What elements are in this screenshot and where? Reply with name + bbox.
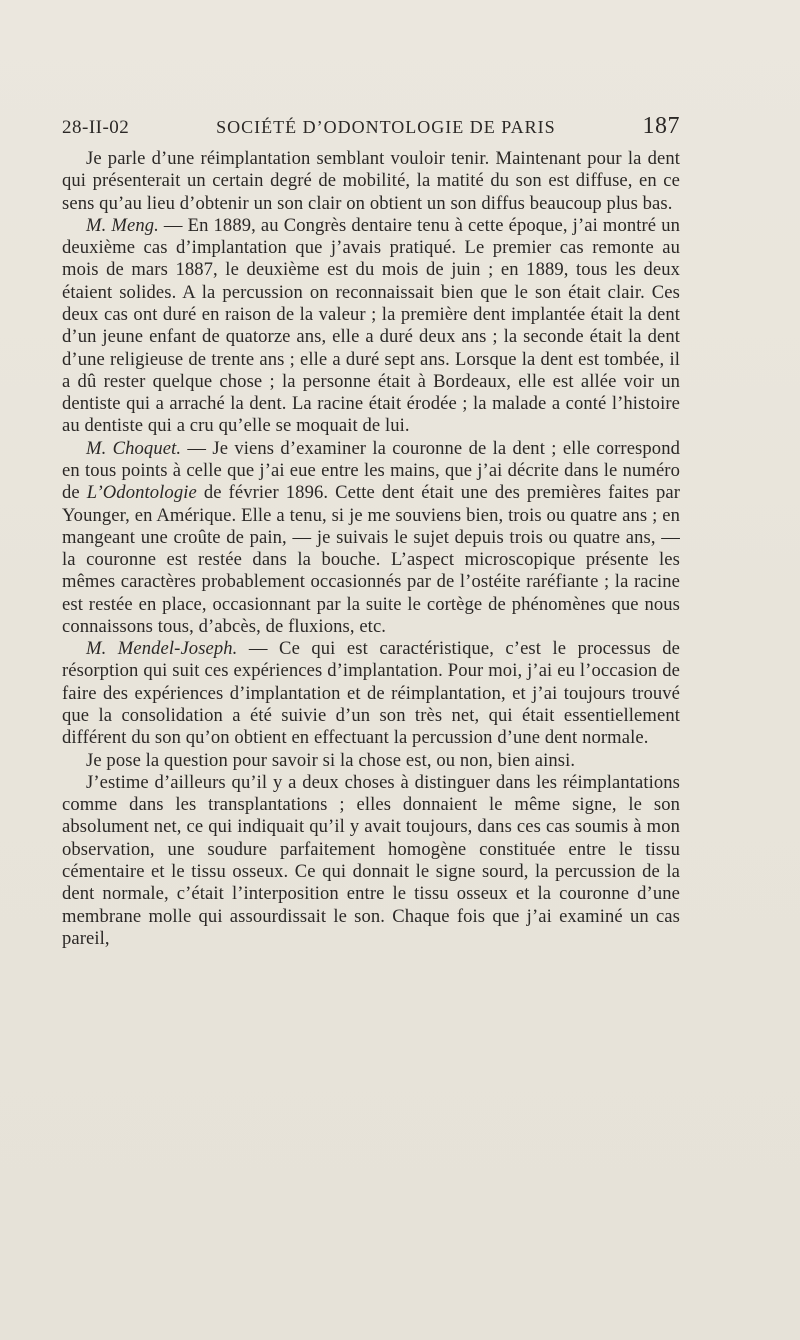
paragraph-text: Je parle d’une réimplantation semblant vouloir tenir. Maintenant pour la dent qui présenterait un certain degré de mobilité, la matité du son est diffuse, en ce sens qu’au lieu d’obtenir un son clair on obtient un son diffus beaucoup plus bas. xyxy=(62,148,680,214)
speaker-name: M. Mendel-Joseph. xyxy=(86,638,238,660)
header-title: SOCIÉTÉ D’ODONTOLOGIE DE PARIS xyxy=(216,117,556,137)
running-header xyxy=(62,113,680,141)
paragraph-text: Je pose la question pour savoir si la chose est, ou non, bien ainsi. xyxy=(86,749,576,771)
paragraph xyxy=(62,438,680,639)
paragraph-text: — Ce qui est caractéristique, c’est le processus de résorption qui suit ces expériences d’implantation. Pour moi, j’ai eu l’occasion de faire des expériences d’implantation et de réimplantation, et j’ai toujours trouvé que la consolidation a été suivie d’un son très net, qui était essentiellement différent du son qu’on obtient en effectuant la percussion d’une dent normale. xyxy=(62,638,680,749)
paragraph xyxy=(62,772,680,950)
paragraph-text: J’estime d’ailleurs qu’il y a deux choses à distinguer dans les réimplantations comme dans les transplantations ; elles donnaient le même signe, le son absolument net, ce qui indiquait qu’il y avait toujours, dans ces cas soumis à mon observation, une soudure parfaitement homogène constituée entre le tissu cémentaire et le tissu osseux. Ce qui donnait le signe sourd, la percussion de la dent normale, c’était l’interposition entre le tissu osseux et la couronne d’une membrane molle qui assourdissait le son. Chaque fois que j’ai examiné un cas pareil, xyxy=(62,771,680,949)
header-date: 28-II-02 xyxy=(62,117,130,138)
speaker-name: M. Meng. xyxy=(86,214,159,236)
paragraph xyxy=(62,638,680,749)
paragraph xyxy=(62,215,680,438)
journal-title: L’Odontologie xyxy=(86,482,197,504)
speaker-name: M. Choquet. xyxy=(86,437,182,459)
paragraph-text: de février 1896. Cette dent était une des premières faites par Younger, en Amérique. Elle a tenu, si je me souviens bien, trois ou quatre ans ; en mangeant une croûte de pain, — je suivais le sujet depuis trois ou quatre ans, — la couronne est restée dans la bouche. L’aspect microscopique présente les mêmes caractères probablement occasionnés par de l’ostéite raréfiante ; la racine est restée en place, occasionnant par la suite le cortège de phénomènes que nous connaissons tous, d’abcès, de fluxions, etc. xyxy=(62,482,680,637)
paragraph xyxy=(62,750,680,772)
page-number: 187 xyxy=(642,113,680,139)
paragraph-text: — Je viens d’examiner la couronne de la dent ; elle correspond en tous points à celle que j’ai eue entre les mains, que j’ai décrite dans le numéro de xyxy=(62,437,680,504)
body-text xyxy=(62,148,680,950)
paragraph xyxy=(62,148,680,215)
paragraph-text: — En 1889, au Congrès dentaire tenu à cette époque, j’ai montré un deuxième cas d’implantation que j’avais pratiqué. Le premier cas remonte au mois de mars 1887, le deuxième est du mois de juin ; en 1889, tous les deux étaient solides. A la percussion on reconnaissait bien que le son était clair. Ces deux cas ont duré en raison de la valeur ; la première dent implantée était la dent d’un jeune enfant de quatorze ans, elle a duré deux ans ; la seconde était la dent d’une religieuse de trente ans ; elle a duré sept ans. Lorsque la dent est tombée, il a dû rester quelque chose ; la personne était à Bordeaux, elle est allée voir un dentiste qui a arraché la dent. La racine était érodée ; la malade a conté l’histoire au dentiste qui a cru qu’elle se moquait de lui. xyxy=(62,214,680,437)
